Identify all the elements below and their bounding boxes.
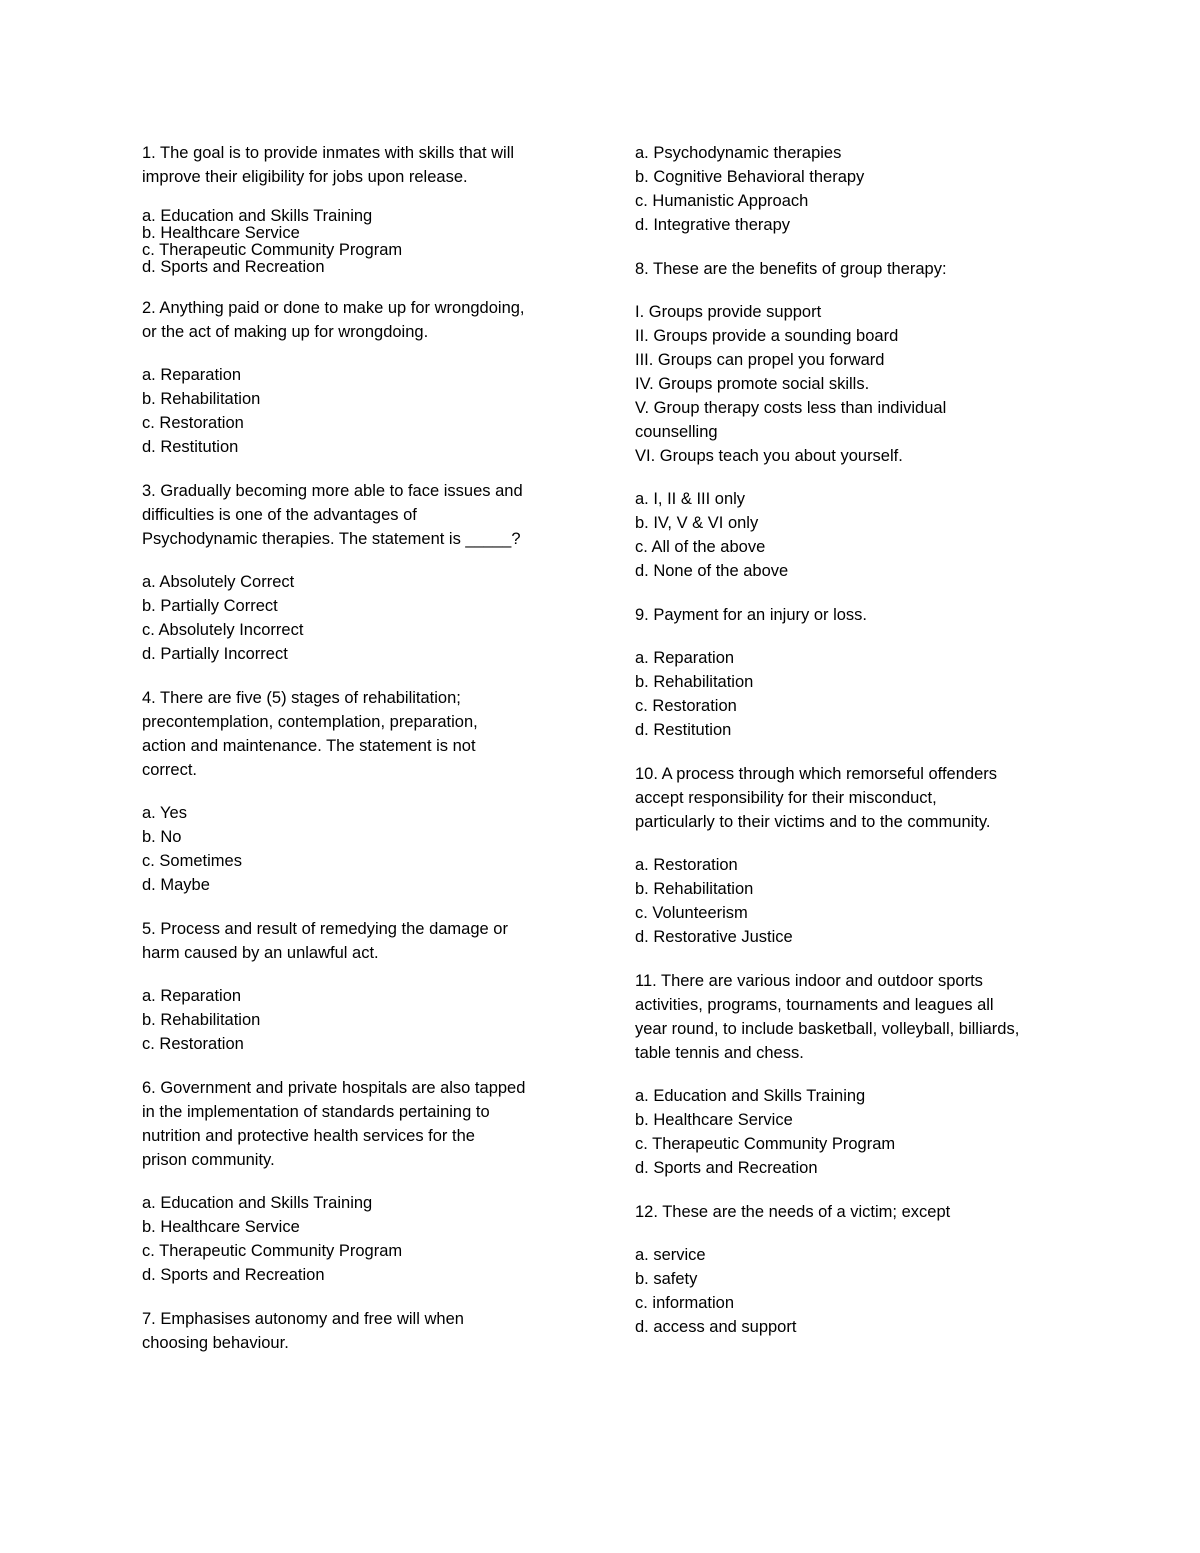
option: c. Therapeutic Community Program xyxy=(142,241,403,259)
statement: counselling xyxy=(635,423,718,441)
question-text xyxy=(142,1076,572,1172)
option: a. Education and Skills Training xyxy=(142,207,373,225)
option: d. Sports and Recreation xyxy=(142,1266,325,1284)
question-5 xyxy=(142,917,572,1056)
option: a. Reparation xyxy=(635,649,735,667)
question-9 xyxy=(635,603,1075,742)
question-line: 12. These are the needs of a victim; except xyxy=(635,1203,951,1221)
statement: VI. Groups teach you about yourself. xyxy=(635,447,903,465)
option: b. No xyxy=(142,828,182,846)
option: d. Restitution xyxy=(142,438,239,456)
option: d. Restorative Justice xyxy=(635,928,793,946)
question-text xyxy=(142,1307,572,1355)
question-line: improve their eligibility for jobs upon release. xyxy=(142,168,468,186)
statement: III. Groups can propel you forward xyxy=(635,351,885,369)
option: d. Partially Incorrect xyxy=(142,645,288,663)
option: c. Restoration xyxy=(142,414,244,432)
question-line: particularly to their victims and to the community. xyxy=(635,813,991,831)
option: c. All of the above xyxy=(635,538,766,556)
question-11 xyxy=(635,969,1075,1180)
option: d. Integrative therapy xyxy=(635,216,791,234)
options-list xyxy=(142,363,572,459)
statement: V. Group therapy costs less than individual xyxy=(635,399,947,417)
question-line: correct. xyxy=(142,761,198,779)
option: b. Rehabilitation xyxy=(142,1011,261,1029)
options-list xyxy=(635,853,1075,949)
option: b. IV, V & VI only xyxy=(635,514,759,532)
option: b. Healthcare Service xyxy=(142,224,300,242)
option: c. Restoration xyxy=(142,1035,244,1053)
question-line: difficulties is one of the advantages of xyxy=(142,506,417,524)
option: b. Healthcare Service xyxy=(142,1218,300,1236)
left-column xyxy=(142,141,572,1375)
options-list xyxy=(142,801,572,897)
option: c. Restoration xyxy=(635,697,737,715)
question-line: harm caused by an unlawful act. xyxy=(142,944,379,962)
question-line: in the implementation of standards pertaining to xyxy=(142,1103,490,1121)
option: c. Volunteerism xyxy=(635,904,748,922)
option: a. Psychodynamic therapies xyxy=(635,144,842,162)
question-12 xyxy=(635,1200,1075,1339)
question-line: accept responsibility for their misconduct, xyxy=(635,789,937,807)
question-text xyxy=(635,257,1075,281)
option: a. I, II & III only xyxy=(635,490,746,508)
question-1 xyxy=(142,141,572,276)
question-line: 1. The goal is to provide inmates with skills that will xyxy=(142,144,515,162)
question-10 xyxy=(635,762,1075,949)
question-3 xyxy=(142,479,572,666)
option: b. safety xyxy=(635,1270,698,1288)
question-line: Psychodynamic therapies. The statement is _____? xyxy=(142,530,521,548)
question-line: 7. Emphasises autonomy and free will when xyxy=(142,1310,464,1328)
question-line: table tennis and chess. xyxy=(635,1044,804,1062)
option: d. None of the above xyxy=(635,562,789,580)
option: a. Education and Skills Training xyxy=(635,1087,866,1105)
question-line: 9. Payment for an injury or loss. xyxy=(635,606,868,624)
option: a. service xyxy=(635,1246,706,1264)
statement: II. Groups provide a sounding board xyxy=(635,327,899,345)
option: c. Therapeutic Community Program xyxy=(635,1135,896,1153)
question-text xyxy=(142,296,572,344)
question-text xyxy=(142,479,572,551)
question-7 xyxy=(142,1307,572,1355)
question-text xyxy=(142,141,572,189)
question-6 xyxy=(142,1076,572,1287)
options-list xyxy=(635,487,1075,583)
option: a. Education and Skills Training xyxy=(142,1194,373,1212)
question-line: prison community. xyxy=(142,1151,275,1169)
option: b. Healthcare Service xyxy=(635,1111,793,1129)
question-line: choosing behaviour. xyxy=(142,1334,289,1352)
question-line: 6. Government and private hospitals are also tapped xyxy=(142,1079,526,1097)
question-text xyxy=(635,603,1075,627)
option: a. Reparation xyxy=(142,987,242,1005)
option: a. Yes xyxy=(142,804,187,822)
statement: IV. Groups promote social skills. xyxy=(635,375,870,393)
option: b. Partially Correct xyxy=(142,597,278,615)
question-line: 5. Process and result of remedying the damage or xyxy=(142,920,508,938)
option: d. access and support xyxy=(635,1318,797,1336)
question-line: 2. Anything paid or done to make up for wrongdoing, xyxy=(142,299,525,317)
options-list xyxy=(635,141,1075,237)
question-text xyxy=(635,762,1075,834)
question-line: nutrition and protective health services for the xyxy=(142,1127,475,1145)
question-line: 8. These are the benefits of group therapy: xyxy=(635,260,947,278)
question-8 xyxy=(635,257,1075,583)
option: d. Restitution xyxy=(635,721,732,739)
question-2 xyxy=(142,296,572,459)
option: d. Sports and Recreation xyxy=(635,1159,818,1177)
options-list xyxy=(142,984,572,1056)
option: b. Cognitive Behavioral therapy xyxy=(635,168,865,186)
options-list xyxy=(142,1191,572,1287)
option: d. Maybe xyxy=(142,876,210,894)
option: a. Reparation xyxy=(142,366,242,384)
question-4 xyxy=(142,686,572,897)
options-list xyxy=(635,1084,1075,1180)
options-list xyxy=(635,1243,1075,1339)
option: c. Humanistic Approach xyxy=(635,192,809,210)
question-line: 4. There are five (5) stages of rehabilitation; xyxy=(142,689,461,707)
statement: I. Groups provide support xyxy=(635,303,822,321)
option: a. Absolutely Correct xyxy=(142,573,295,591)
options-list xyxy=(142,208,572,276)
statements-list xyxy=(635,300,1075,468)
option: b. Rehabilitation xyxy=(142,390,261,408)
question-line: year round, to include basketball, volleyball, billiards, xyxy=(635,1020,1020,1038)
option: a. Restoration xyxy=(635,856,738,874)
question-text xyxy=(142,917,572,965)
question-text xyxy=(635,1200,1075,1224)
question-line: activities, programs, tournaments and leagues all xyxy=(635,996,994,1014)
question-line: 10. A process through which remorseful offenders xyxy=(635,765,997,783)
options-list xyxy=(142,570,572,666)
option: c. Sometimes xyxy=(142,852,242,870)
option: b. Rehabilitation xyxy=(635,880,754,898)
option: c. information xyxy=(635,1294,735,1312)
question-line: 3. Gradually becoming more able to face issues and xyxy=(142,482,523,500)
question-line: 11. There are various indoor and outdoor sports xyxy=(635,972,983,990)
question-text xyxy=(142,686,572,782)
option: d. Sports and Recreation xyxy=(142,258,325,276)
question-7-options xyxy=(635,141,1075,237)
question-line: precontemplation, contemplation, preparation, xyxy=(142,713,478,731)
question-line: or the act of making up for wrongdoing. xyxy=(142,323,429,341)
option: b. Rehabilitation xyxy=(635,673,754,691)
option: c. Therapeutic Community Program xyxy=(142,1242,403,1260)
options-list xyxy=(635,646,1075,742)
option: c. Absolutely Incorrect xyxy=(142,621,304,639)
question-line: action and maintenance. The statement is not xyxy=(142,737,476,755)
question-text xyxy=(635,969,1075,1065)
right-column xyxy=(635,141,1075,1359)
